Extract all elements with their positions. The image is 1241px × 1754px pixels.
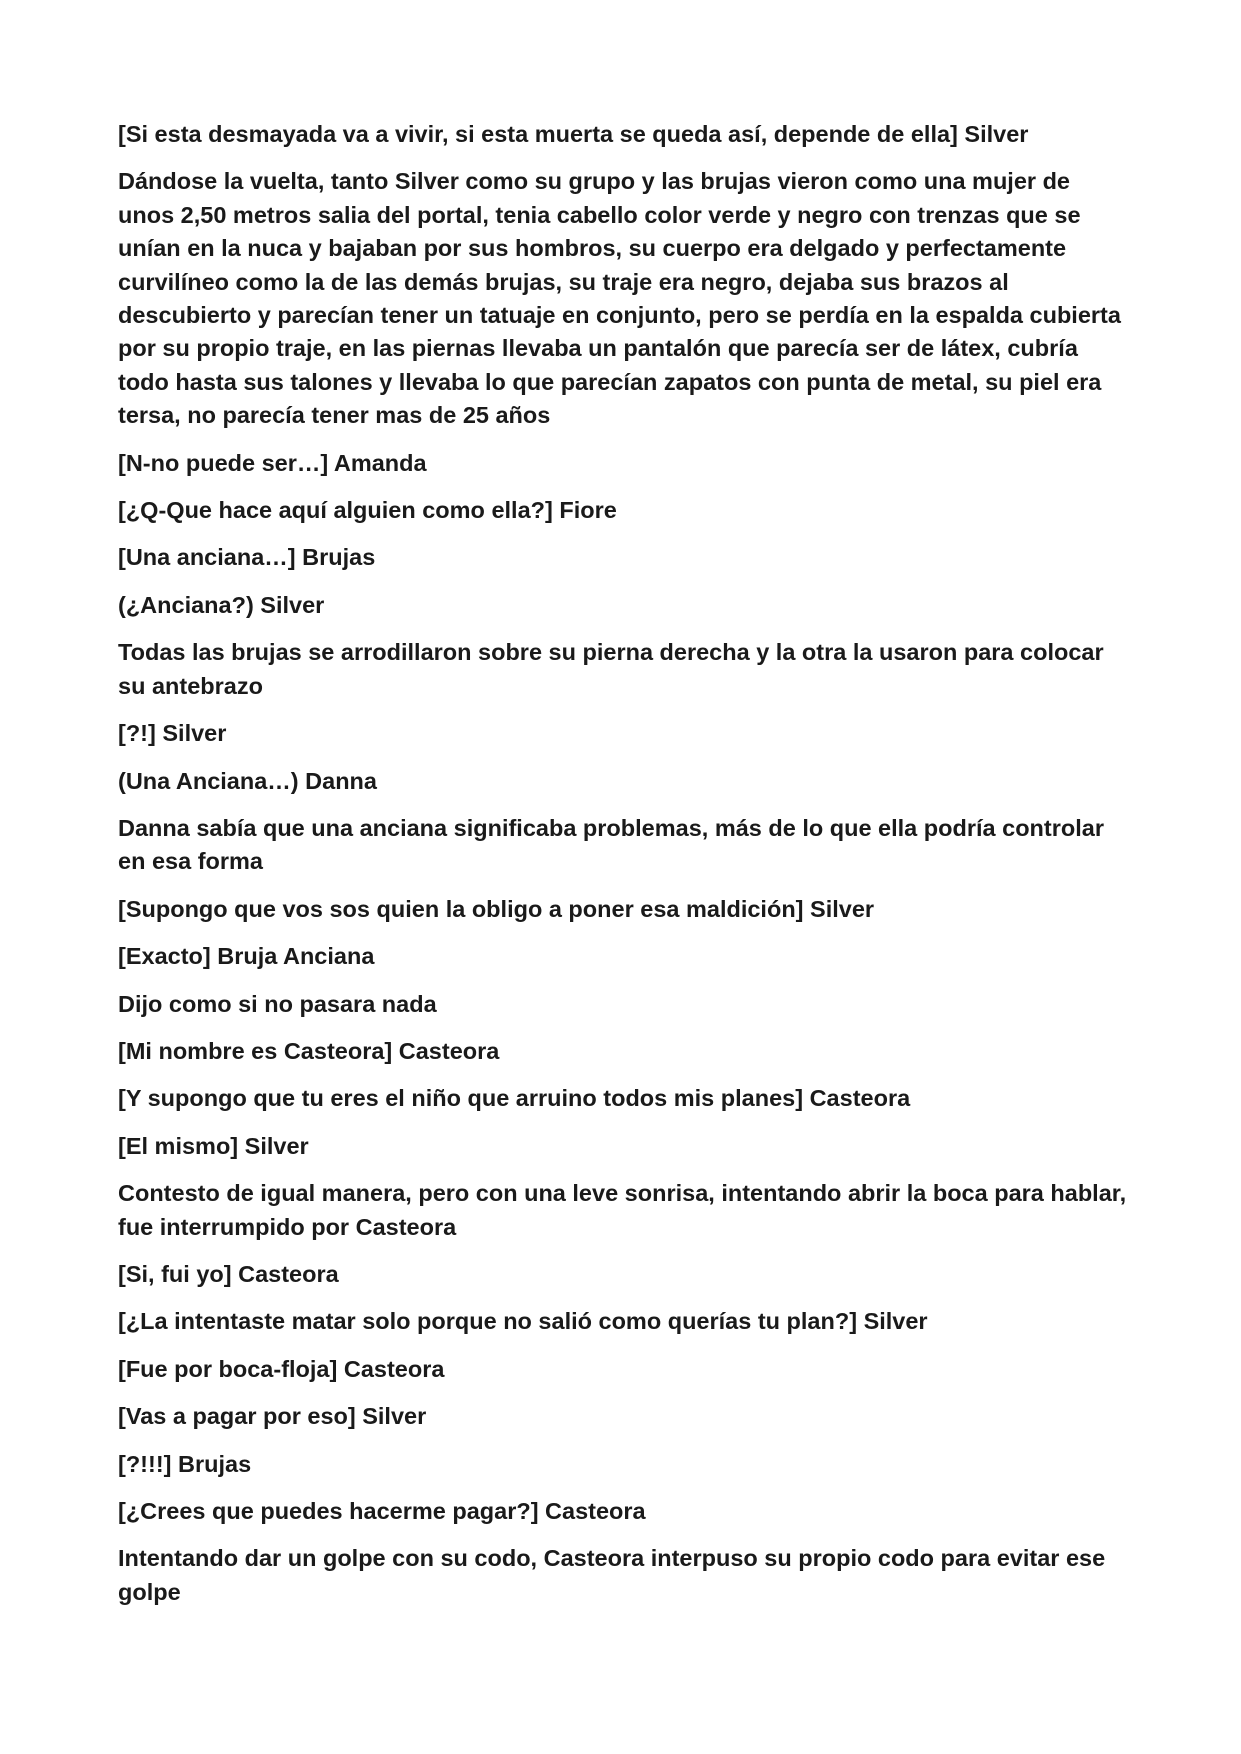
paragraph: [¿Q-Que hace aquí alguien como ella?] Fiore [118,497,617,524]
paragraph: [Supongo que vos sos quien la obligo a poner esa maldición] Silver [118,895,875,922]
document-page [118,118,1128,1623]
paragraph: [Una anciana…] Brujas [118,544,376,571]
paragraph: [Vas a pagar por eso] Silver [118,1403,427,1430]
paragraph: Todas las brujas se arrodillaron sobre su pierna derecha y la otra la usaron para colocar su antebrazo [118,639,1104,699]
paragraph: [Si, fui yo] Casteora [118,1260,339,1287]
paragraph: [¿La intentaste matar solo porque no salió como querías tu plan?] Silver [118,1308,928,1335]
paragraph: [El mismo] Silver [118,1132,309,1159]
paragraph: Dándose la vuelta, tanto Silver como su grupo y las brujas vieron como una mujer de unos 2,50 metros salia del portal, tenia cabello color verde y negro con trenzas que se unían en la nuca y bajaban por sus hombros, su cuerpo era delgado y perfectamente curvilíneo como la de las demás brujas, su traje era negro, dejaba sus brazos al descubierto y parecían tener un tatuaje en conjunto, pero se perdía en la espalda cubierta por su propio traje, en las piernas llevaba un pantalón que parecía ser de látex, cubría todo hasta sus talones y llevaba lo que parecían zapatos con punta de metal, su piel era tersa, no parecía tener mas de 25 años [118,168,1121,429]
paragraph: [N-no puede ser…] Amanda [118,449,427,476]
paragraph: Danna sabía que una anciana significaba problemas, más de lo que ella podría controlar en esa forma [118,814,1104,875]
paragraph: [¿Crees que puedes hacerme pagar?] Casteora [118,1498,646,1524]
paragraph: Dijo como si no pasara nada [118,990,437,1017]
paragraph: [Si esta desmayada va a vivir, si esta muerta se queda así, depende de ella] Silver [118,121,1029,147]
paragraph: [?!!!] Brujas [118,1450,252,1477]
paragraph: [?!] Silver [118,720,227,747]
paragraph: [Mi nombre es Casteora] Casteora [118,1037,500,1064]
paragraph: [Y supongo que tu eres el niño que arruino todos mis planes] Casteora [118,1085,911,1112]
paragraph: Intentando dar un golpe con su codo, Casteora interpuso su propio codo para evitar ese golpe [118,1545,1106,1605]
paragraph: (Una Anciana…) Danna [118,767,377,794]
paragraph: [Fue por boca-floja] Casteora [118,1355,445,1382]
paragraph: [Exacto] Bruja Anciana [118,943,375,970]
paragraph: Contesto de igual manera, pero con una leve sonrisa, intentando abrir la boca para hablar, fue interrumpido por Casteora [118,1180,1127,1240]
paragraph: (¿Anciana?) Silver [118,591,325,618]
